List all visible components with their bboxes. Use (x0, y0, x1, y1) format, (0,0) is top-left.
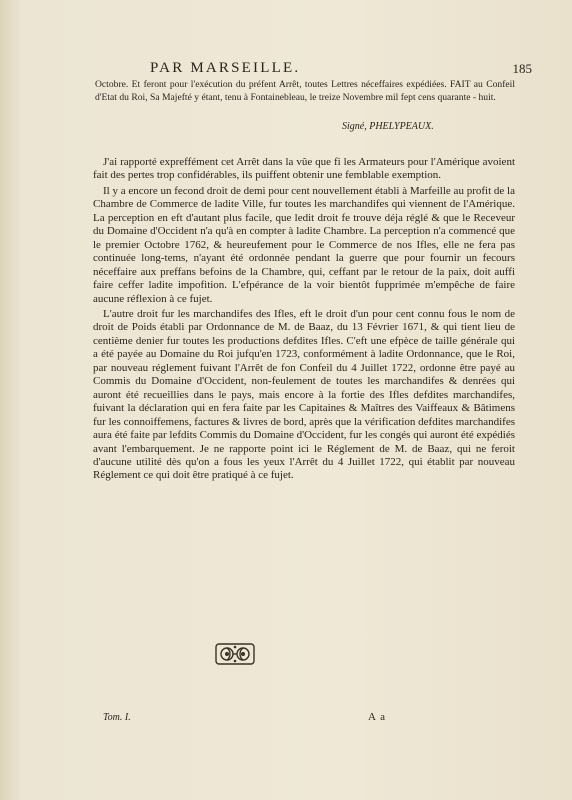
signature-mark: A a (368, 711, 386, 723)
fleuron-ornament-icon (214, 642, 256, 666)
closing-paragraph: Octobre. Et feront pour l'exécution du préfent Arrêt, toutes Lettres néceffaires expédiées. FAIT au Confeil d'Etat du Roi, Sa Majefté y étant, tenu à Fontainebleau, le treize Novembre mil fept cens quarante - huit. (95, 79, 515, 104)
paragraph: L'autre droit fur les marchandifes des Ifles, eft le droit d'un pour cent connu fous le nom de droit de Poids établi par Ordonnance de M. de Baaz, du 13 Février 1671, & qui tient lieu de centième denier fur toutes les productions defdites Ifles. C'eft une efpèce de taille générale qui a été payée au Domaine du Roi jufqu'en 1723, conformément à ladite Ordonnance, que le Roi, par nouveau réglement fuivant l'Arrêt de fon Confeil du 4 Juillet 1722, ordonne être payé au Commis du Domaine d'Occident, non-feulement de toutes les marchandifes & denrées qui auront été recueillies dans le pays, mais encore à la fortie des Ifles defdites marchandifes, fuivant la déclaration qui en fera faite par les Capitaines & Maîtres des Vaiffeaux & Bâtimens fur les connoiffemens, factures & livres de bord, après que la vérification defdites marchandifes aura été faite par lefdits Commis du Domaine d'Occident, fur les congés qui auront été expédiés avant l'embarquement. Je ne rapporte point ici le Réglement de M. de Baaz, qui ne feroit d'aucune utilité dès qu'on a fous les yeux l'Arrêt du 4 Juillet 1722, qui établit par nouveau Réglement ce qui doit être pratiqué à ce fujet. (93, 307, 515, 482)
paragraph: J'ai rapporté expreffément cet Arrêt dans la vûe que fi les Armateurs pour l'Amérique avoient fait des pertes trop confidérables, ils puiffent obtenir une femblable exemption. (93, 156, 515, 182)
running-head: PAR MARSEILLE. (150, 60, 301, 76)
paragraph: Il y a encore un fecond droit de demi pour cent nouvellement établi à Marfeille au profit de la Chambre de Commerce de ladite Ville, fur toutes les marchandifes qui viennent de l'Amérique. La perception en eft d'autant plus facile, que ledit droit fe trouve déja réglé & que le Receveur du Domaine d'Occident n'a qu'à en compter à ladite Chambre. La perception n'a commencé que le premier Octobre 1762, & heureufement pour le Commerce de nos Ifles, elle ne fera pas continuée long-tems, n'ayant été ordonnée pendant la guerre que pour fournir un fecours néceffaire aux preffans befoins de la Chambre, qui, ceffant par le retour de la paix, doit auffi faire ceffer ladite impofition. L'efpérance de la voir bientôt fupprimée m'empêche de faire aucune réflexion à ce fujet. (93, 184, 515, 305)
volume-mark: Tom. I. (103, 712, 131, 723)
page-number: 185 (512, 61, 532, 76)
signature-line: Signé, PHELYPEAUX. (342, 121, 434, 132)
body-text (93, 156, 515, 485)
page-header (150, 60, 532, 80)
